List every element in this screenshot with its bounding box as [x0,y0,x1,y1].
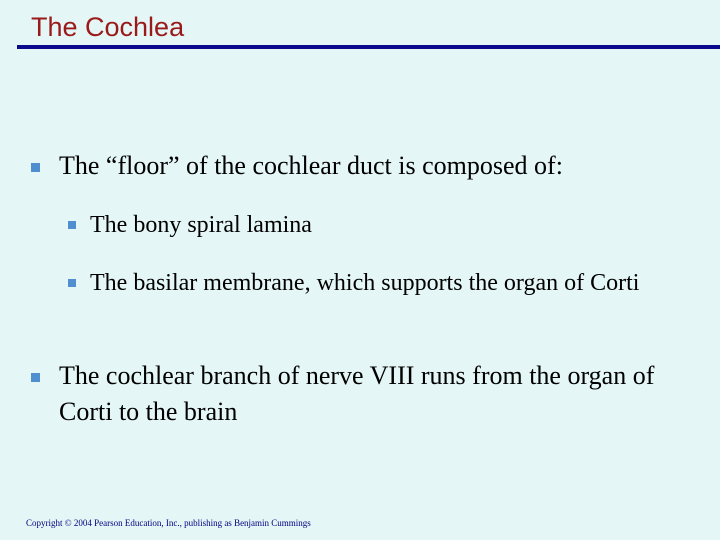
bullet-text: The bony spiral lamina [90,212,312,238]
square-bullet-icon [68,279,76,287]
sub-bullet-item [68,207,688,243]
bullet-text: The “floor” of the cochlear duct is composed of: [59,151,563,180]
copyright-footer: Copyright © 2004 Pearson Education, Inc., publishing as Benjamin Cummings [26,518,311,528]
square-bullet-icon [31,163,40,172]
sub-bullet-item [68,265,698,301]
bullet-text: The cochlear branch of nerve VIII runs from the organ of Corti to the brain [59,361,655,426]
slide-title: The Cochlea [31,12,185,42]
bullet-item [31,358,671,430]
square-bullet-icon [68,221,76,229]
title-divider [17,45,720,49]
bullet-text: The basilar membrane, which supports the organ of Corti [90,270,640,296]
square-bullet-icon [31,373,40,382]
bullet-item [31,148,701,184]
